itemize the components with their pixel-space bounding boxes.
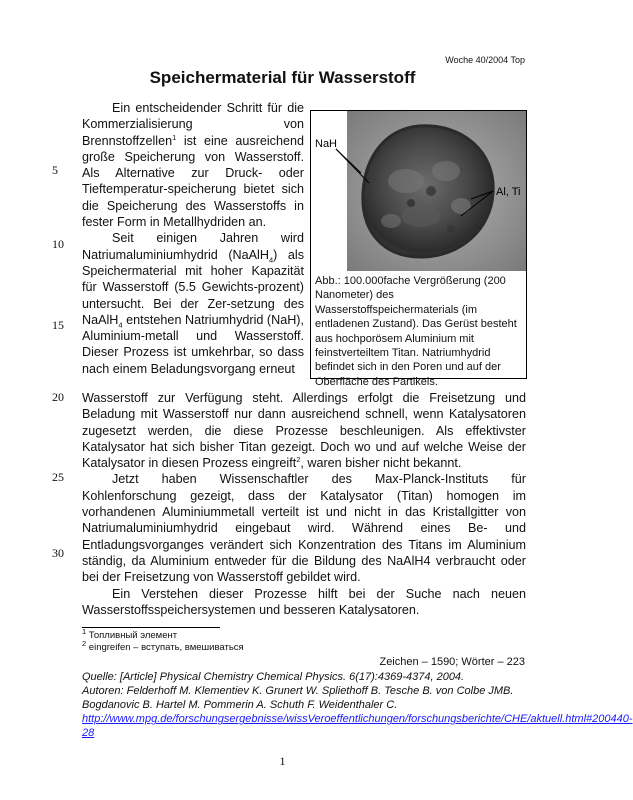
label-nah: NaH [315,138,338,150]
source-quelle: Quelle: [Article] Physical Chemistry Chemical Physics. 6(17):4369-4374, 2004. [82,671,465,683]
source-autoren: Autoren: Felderhoff M. Klementiev K. Grunert W. Spliethoff B. Tesche B. von Colbe JMB. Bogdanovic B. Hartel M. Pommerin A. Schuth F. Weidenthaler C. [82,685,514,712]
footnote-ref-1[interactable]: 1 [172,132,177,142]
page-title: Speichermaterial für Wasserstoff [149,68,416,87]
text-column-narrow [82,100,304,377]
line-number-30: 30 [52,546,64,560]
line-number-5: 5 [52,163,58,177]
line-number-15: 15 [52,318,64,332]
paragraph-1: Ein entscheidender Schritt für die Kommerzialisierung von Brennstoffzellen$^1$ ist eine ausreichend große Speicherung von Wasserstoff. Als Alternative zur Druck- oder Tieftemperatur-speicherung bietet sich die Speicherung des Wasserstoffs in fester Form in Metallhydriden an. [82,101,304,230]
line-number-20: 20 [52,390,64,404]
line-number-10: 10 [52,237,64,251]
paragraph-2-start: Seit einigen Jahren wird Natriumaluminiumhydrid (NaAlH$_4$) als Speichermaterial mit hoher Kapazität für Wasserstoff (5.5 Gewichts-prozent) untersucht. Bei der Zer-setzung des NaAlH$_4$ entstehen Natriumhydrid (NaH), Aluminium-metall und Wasserstoff. Dieser Prozess ist umkehrbar, so dass nach einem Beladungsvorgang erneut [82,231,304,376]
footnote-2: $^2$ eingreifen – вступать, вмешиваться [82,638,244,653]
source-block [82,670,633,740]
line-number-25: 25 [52,470,64,484]
paragraph-4: Ein Verstehen dieser Prozesse hilft bei der Suche nach neuen Wasserstoffsspeichersystemen und besseren Katalysatoren. [82,586,526,617]
footnote-1: $^1$ Топливный элемент [82,626,178,641]
page-number: 1 [279,754,286,768]
text-column-wide [82,390,526,618]
word-count: Zeichen – 1590; Wörter – 223 [379,656,525,668]
label-al-ti: Al, Ti [496,186,521,198]
micrograph-image [311,111,526,271]
paragraph-2-continued: Wasserstoff zur Verfügung steht. Allerdings erfolgt die Freisetzung und Beladung mit Wasserstoff nur dann ausreichend schnell, wenn Katalysatoren zugesetzt werden, die diese Prozesse beschleunigen. Als effektivster Katalysator hat sich bisher Titan gezeigt. Doch wo und auf welche Weise der Katalysator in diesen Prozess eingreift$^2$, waren bisher nicht bekannt. [82,391,526,471]
figure-caption: Abb.: 100.000fache Vergrößerung (200 Nanometer) des Wasserstoffspeichermaterials (im entladenen Zustand). Das Gerüst besteht aus hochporösem Aluminium mit feinstverteiltem Titan. Natriumhydrid befindet sich in den Poren und auf der Oberfläche des Partikels. [315,275,517,388]
footnotes [82,626,244,654]
footnote-ref-2[interactable]: 2 [296,455,301,464]
footnote-divider [82,627,220,628]
source-link[interactable]: http://www.mpg.de/forschungsergebnisse/wissVeroeffentlichungen/forschungsberichte/CHE/aktuell.html#200440-28 [82,713,633,740]
header-week: Woche 40/2004 Top [445,55,525,65]
paragraph-3: Jetzt haben Wissenschaftler des Max-Planck-Instituts für Kohlenforschung gezeigt, dass der Katalysator (Titan) homogen im vorhandenen Aluminiummetall verteilt ist und nicht in das Kristallgitter von Natriumaluminiumhydrid eingebaut wird. Während eines Be- und Entladungsvorganges verändert sich Konzentration des Titans im Aluminium ständig, da Aluminium entweder für die Bildung des NaAlH4 verbraucht oder bei der Freisetzung von Wasserstoff gebildet wird. [82,472,526,585]
figure-box [310,110,527,388]
